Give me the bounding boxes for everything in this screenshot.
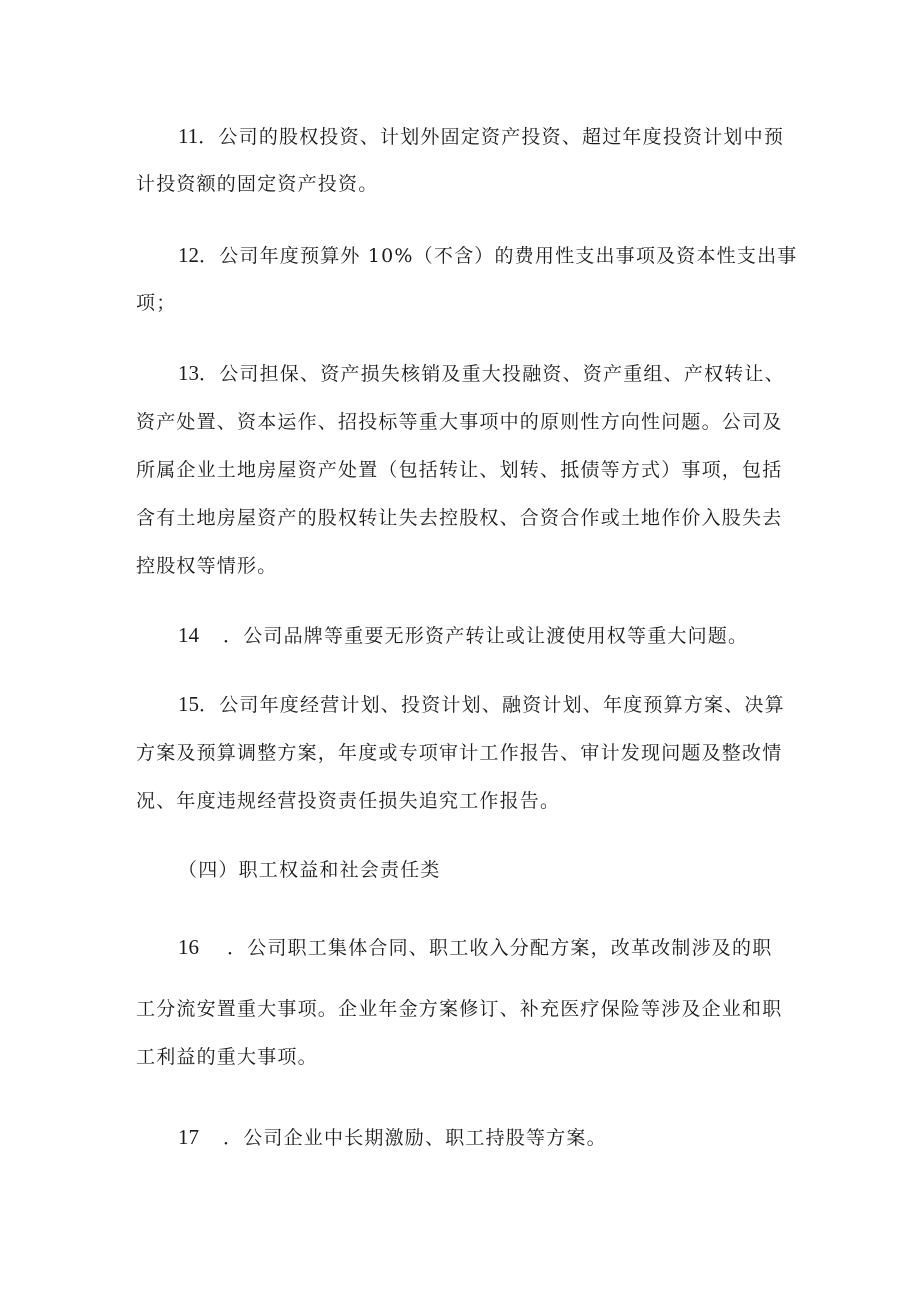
- item-15-line-2: [136, 741, 782, 765]
- item-text: 方案及预算调整方案，年度或专项审计工作报告、审计发现问题及整改情: [136, 742, 783, 764]
- section-heading: [178, 858, 441, 882]
- item-13-line-3: [136, 458, 782, 482]
- item-number: 15: [178, 692, 199, 716]
- item-text: 所属企业土地房屋资产处置（包括转让、划转、抵债等方式）事项，包括: [136, 459, 783, 481]
- item-number: 16: [178, 935, 199, 959]
- item-17-line-1: [178, 1125, 607, 1150]
- item-15-line-1: [178, 692, 785, 717]
- item-16-line-1: [178, 935, 772, 960]
- item-14-line-1: [178, 623, 748, 648]
- item-text: 计投资额的固定资产投资。: [136, 173, 379, 195]
- item-number: 12: [178, 243, 199, 267]
- item-text: ．公司担保、资产损失核销及重大投融资、资产重组、产权转让、: [199, 363, 785, 385]
- item-text: ．公司年度经营计划、投资计划、融资计划、年度预算方案、决算: [199, 694, 785, 716]
- item-text: 含有土地房屋资产的股权转让失去控股权、合资合作或土地作价入股失去: [136, 507, 783, 529]
- item-text: 况、年度违规经营投资责任损失追究工作报告。: [136, 790, 561, 812]
- item-text: ．公司品牌等重要无形资产转让或让渡使用权等重大问题。: [223, 625, 749, 647]
- item-13-line-5: [136, 554, 277, 578]
- item-16-line-2: [136, 997, 782, 1021]
- item-11-line-1: [178, 124, 784, 149]
- item-number: 17: [178, 1125, 199, 1149]
- item-text: 资产处置、资本运作、招投标等重大事项中的原则性方向性问题。公司及: [136, 411, 783, 433]
- item-text: ．公司职工集体合同、职工收入分配方案，改革改制涉及的职: [227, 937, 773, 959]
- item-13-line-1: [178, 361, 785, 386]
- item-text: ．公司年度预算外 10%（不含）的费用性支出事项及资本性支出事: [199, 245, 798, 267]
- section-heading-text: （四）职工权益和社会责任类: [178, 859, 441, 881]
- item-text: 控股权等情形。: [136, 555, 278, 577]
- item-number: 13: [178, 361, 199, 385]
- item-text: 工分流安置重大事项。企业年金方案修订、补充医疗保险等涉及企业和职: [136, 998, 783, 1020]
- item-number: 11: [178, 124, 199, 148]
- item-11-line-2: [136, 172, 378, 196]
- item-text: 项；: [136, 292, 177, 314]
- item-15-line-3: [136, 789, 560, 813]
- item-13-line-2: [136, 410, 782, 434]
- item-12-line-2: [136, 291, 176, 315]
- item-text: 工利益的重大事项。: [136, 1046, 318, 1068]
- item-number: 14: [178, 623, 199, 647]
- item-16-line-3: [136, 1045, 318, 1069]
- item-12-line-1: [178, 243, 797, 268]
- item-13-line-4: [136, 506, 782, 530]
- item-text: ．公司企业中长期激励、职工持股等方案。: [223, 1127, 607, 1149]
- item-text: ．公司的股权投资、计划外固定资产投资、超过年度投资计划中预: [198, 126, 785, 148]
